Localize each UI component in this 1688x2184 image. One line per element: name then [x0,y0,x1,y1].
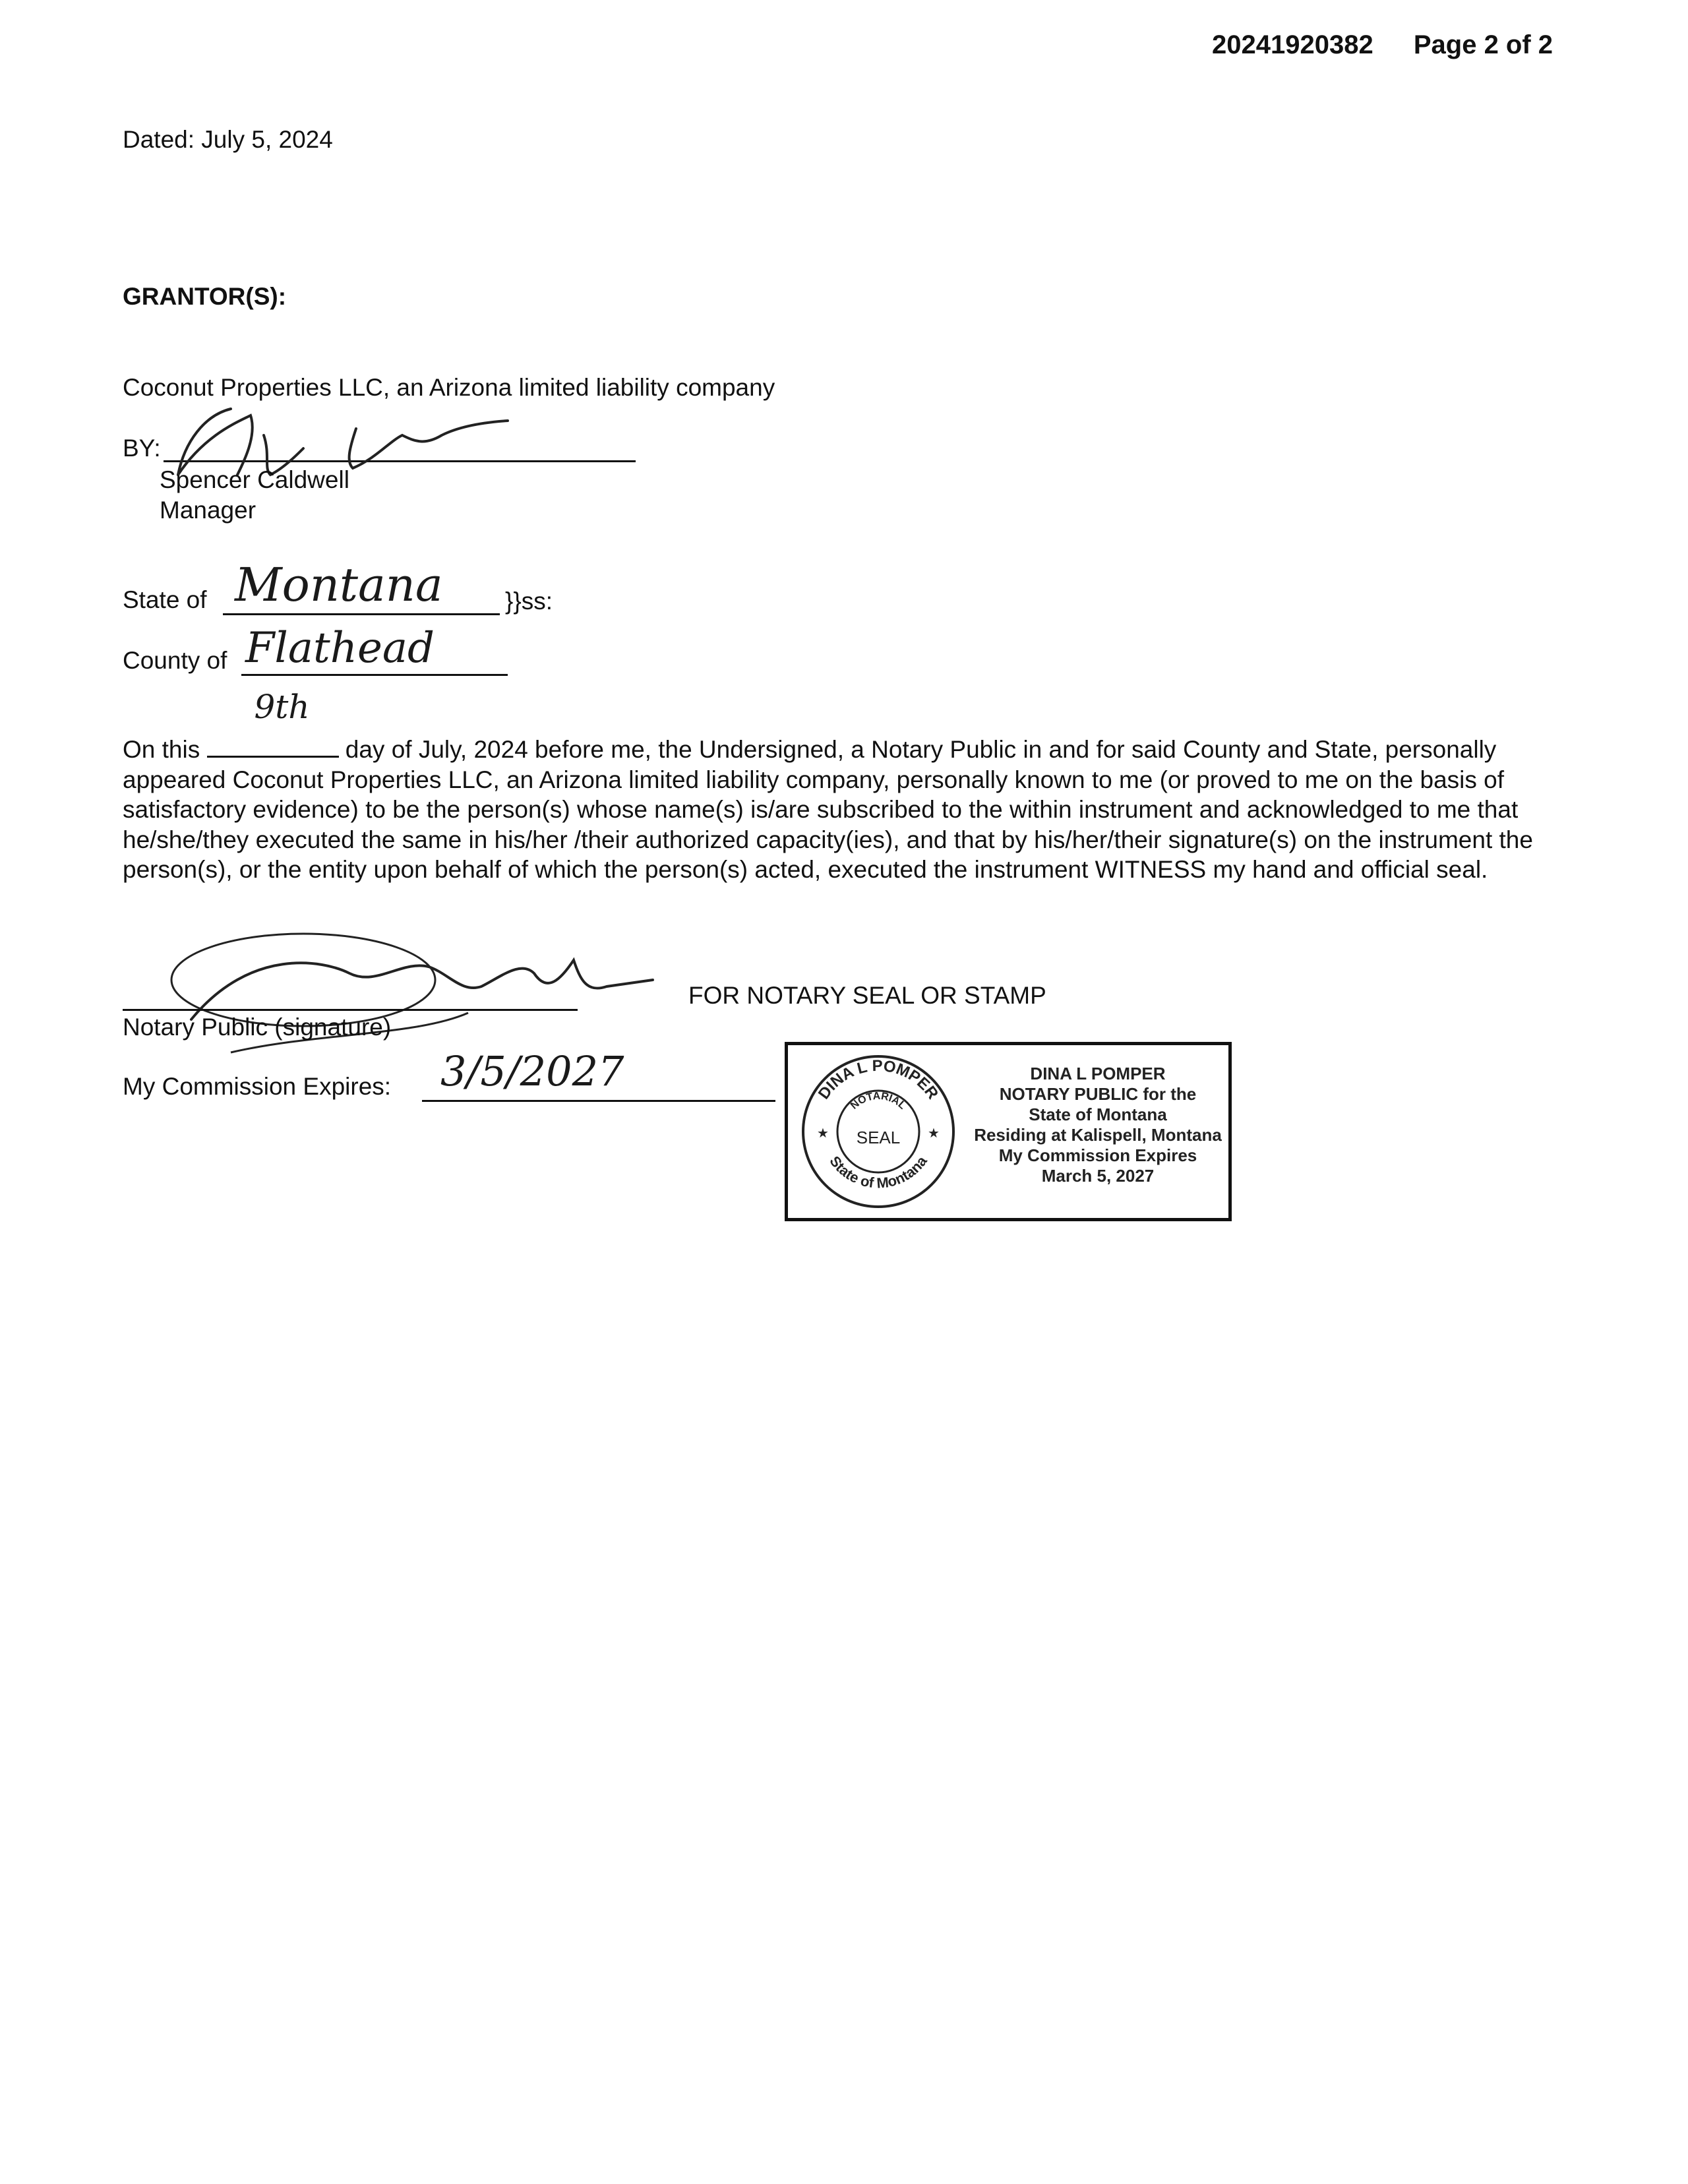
state-line [223,613,500,615]
county-line [241,674,508,676]
notary-signature-line [123,1009,578,1011]
ack-body: day of July, 2024 before me, the Undersigned, a Notary Public in and for said County and State, personally appeared Coconut Properties LLC, an Arizona limited liability company, personally known to me (or proved to me on the basis of satisfactory evidence) to be the person(s) whose name(s) is/are subscribed to the within instrument and acknowledged to me that he/she/they executed the same in his/her /their authorized capacity(ies), and that by his/her/their signature(s) on the instrument the person(s), or the entity upon behalf of which the person(s) acted, executed the instrument WITNESS my hand and official seal. [123,736,1533,883]
by-label: BY: [123,435,161,462]
notary-stamp [785,1042,1232,1221]
seal-arc-bottom: State of Montana [826,1153,930,1192]
seal-star-left: ★ [817,1126,829,1141]
seal-line-date: March 5, 2027 [1041,1166,1155,1186]
commission-line [422,1100,775,1102]
seal-arc-top: DINA L POMPER [814,1056,942,1103]
page-number: Page 2 of 2 [1413,30,1553,59]
notary-seal-label: FOR NOTARY SEAL OR STAMP [688,982,1046,1009]
dated-line: Dated: July 5, 2024 [123,126,333,153]
county-label: County of [123,647,227,674]
day-handwritten: 9th [254,688,310,726]
signer-name: Spencer Caldwell [160,466,349,493]
notary-seal-circle [800,1053,957,1210]
seal-line-residence: Residing at Kalispell, Montana [974,1125,1222,1145]
seal-arc-inner: NOTARIAL [848,1090,909,1112]
ack-prefix: On this [123,736,200,763]
state-label: State of [123,586,207,613]
commission-label: My Commission Expires: [123,1073,392,1100]
ss-label: }}ss: [505,588,553,615]
signer-title: Manager [160,497,256,524]
svg-text:NOTARIAL [849,1091,908,1112]
state-handwritten: Montana [235,558,443,612]
grantor-heading: GRANTOR(S): [123,283,287,310]
seal-line-name: DINA L POMPER [1030,1064,1166,1083]
commission-handwritten: 3/5/2027 [440,1047,624,1095]
seal-star-right: ★ [928,1126,940,1141]
seal-line-title: NOTARY PUBLIC for the [999,1084,1197,1104]
day-blank [207,688,339,758]
seal-line-expires: My Commission Expires [998,1145,1197,1165]
seal-center-text: SEAL [856,1128,901,1147]
document-number: 20241920382 [1212,30,1373,59]
county-handwritten: Flathead [245,624,435,673]
notary-signature-label: Notary Public (signature) [123,1014,392,1041]
acknowledgment-paragraph [123,688,1560,885]
page-header [1212,30,1553,60]
grantor-name: Coconut Properties LLC, an Arizona limited liability company [123,374,775,401]
seal-line-state: State of Montana [1029,1105,1167,1124]
seal-text-block [966,1064,1230,1186]
